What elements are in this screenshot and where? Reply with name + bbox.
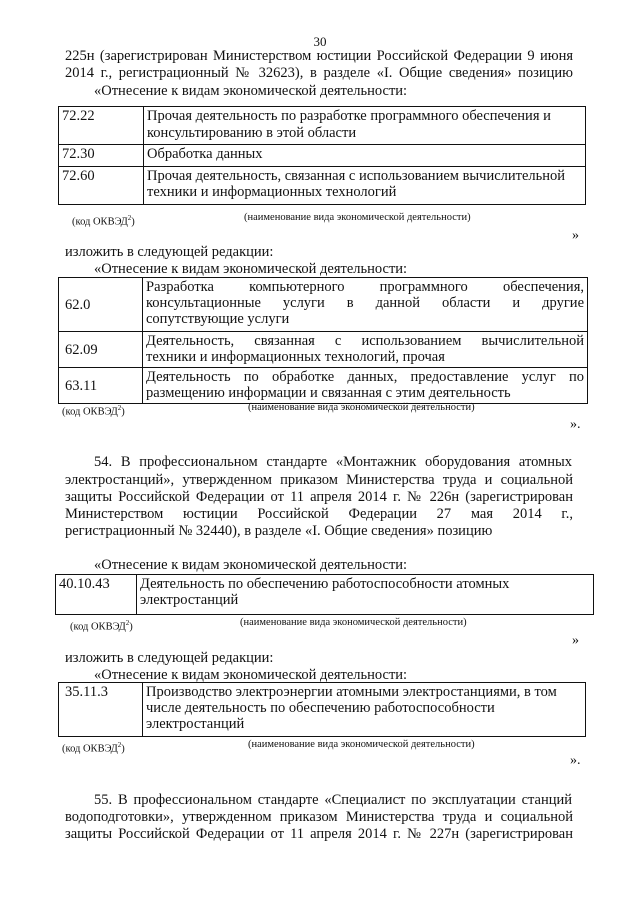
relation-2: «Отнесение к видам экономической деятельности: [94,557,408,573]
activity-name: Разработка компьютерного программного обеспечения, консультационные услуги в данной области и другие сопутствующие услуги [143,278,588,332]
intro-line-1: 225н (зарегистрирован Министерством юстиции Российской Федерации 9 июня [65,48,573,64]
activity-name: Деятельность по обработке данных, предоставление услуг по размещению информации и связанная с этим деятельность [143,368,588,404]
okved-code: 63.11 [59,368,143,404]
okved-code: 72.30 [59,145,144,167]
caption-activity-name: (наименование вида экономической деятельности) [248,402,475,413]
intro-line-3: «Отнесение к видам экономической деятельности: [94,83,408,99]
caption-activity-name: (наименование вида экономической деятельности) [240,617,467,628]
table-row [59,368,588,404]
quote-close: » [572,633,579,648]
caption-activity-name: (наименование вида экономической деятельности) [248,739,475,750]
activity-name: Производство электроэнергии атомными электростанциями, в том числе деятельность по обеспечению работоспособности электростанций [143,683,586,737]
activity-name: Обработка данных [144,145,586,167]
table-row [59,167,586,205]
okved-code: 62.0 [59,278,143,332]
activity-name: Деятельность, связанная с использованием вычислительной техники и информационных технологий, прочая [143,332,588,368]
table-row [59,107,586,145]
p54-line-2: электростанций», утвержденном приказом Министерства труда и социальной [65,472,573,488]
p54-line-4: Министерством юстиции Российской Федерации 27 мая 2014 г., [65,506,573,522]
caption-okved-code: (код ОКВЭД$^2$) [72,214,135,228]
okved-table-old-1 [58,106,586,205]
caption-okved-code: (код ОКВЭД$^2$) [70,619,133,633]
p55-line-2: водоподготовки», утвержденном приказом Министерства труда и социальной [65,809,573,825]
quote-close-dot: ». [570,753,581,768]
relation-1: «Отнесение к видам экономической деятельности: [94,261,408,277]
caption-okved-code: (код ОКВЭД$^2$) [62,741,125,755]
p54-line-1: 54. В профессиональном стандарте «Монтажник оборудования атомных [94,454,572,470]
activity-name: Прочая деятельность по разработке программного обеспечения и консультированию в этой области [144,107,586,145]
okved-code: 40.10.43 [56,575,137,615]
table-row [59,332,588,368]
table-row [59,683,586,737]
caption-activity-name: (наименование вида экономической деятельности) [244,212,471,223]
p55-line-3: защиты Российской Федерации от 11 апреля 2014 г. № 227н (зарегистрирован [65,826,573,842]
page-number: 30 [313,34,327,49]
p54-line-5: регистрационный № 32440), в разделе «I. Общие сведения» позицию [65,523,493,539]
okved-code: 72.60 [59,167,144,205]
caption-okved-code: (код ОКВЭД$^2$) [62,404,125,418]
table-row [59,145,586,167]
okved-code: 35.11.3 [59,683,143,737]
intro-line-2: 2014 г., регистрационный № 32623), в разделе «I. Общие сведения» позицию [65,65,573,81]
p54-line-3: защиты Российской Федерации от 11 апреля 2014 г. № 226н (зарегистрирован [65,489,573,505]
p55-line-1: 55. В профессиональном стандарте «Специалист по эксплуатации станций [94,792,572,808]
okved-code: 72.22 [59,107,144,145]
state-new-2: изложить в следующей редакции: [65,650,274,666]
activity-name: Прочая деятельность, связанная с использованием вычислительной техники и информационных технологий [144,167,586,205]
relation-3: «Отнесение к видам экономической деятельности: [94,667,408,683]
okved-table-old-2 [55,574,594,615]
okved-code: 62.09 [59,332,143,368]
okved-table-new-1 [58,277,588,404]
quote-close-dot: ». [570,417,581,432]
quote-close: » [572,228,579,243]
okved-table-new-2 [58,682,586,737]
table-row [56,575,594,615]
state-new-1: изложить в следующей редакции: [65,244,274,260]
table-row [59,278,588,332]
activity-name: Деятельность по обеспечению работоспособности атомных электростанций [137,575,594,615]
